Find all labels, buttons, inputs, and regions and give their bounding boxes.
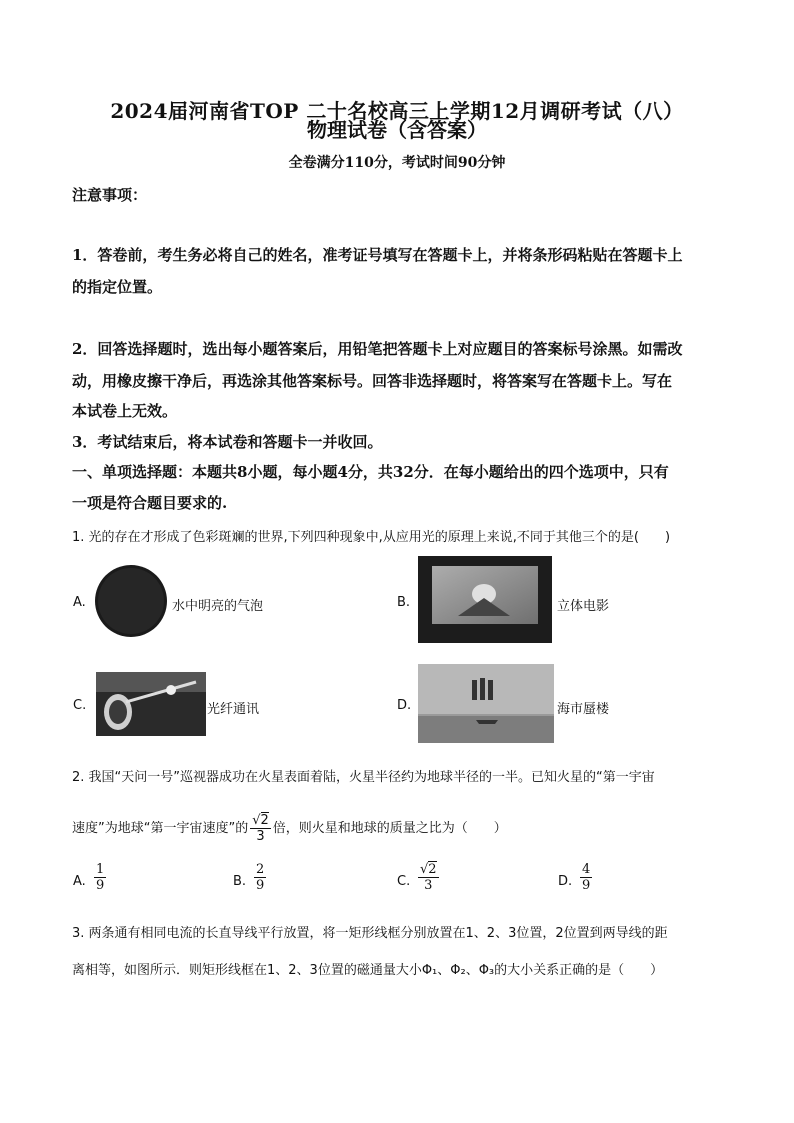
- q2-option-a-numerator: 1: [96, 862, 105, 877]
- q2-option-b-fraction: [254, 862, 266, 893]
- q2-option-b-numerator: 2: [256, 862, 265, 877]
- q2-ratio-numerator: 2: [260, 813, 269, 828]
- q2-option-b-letter: B.: [233, 874, 247, 889]
- q3-stem-line-2: 离相等，如图所示．则矩形线框在1、2、3位置的磁通量大小Φ₁、Φ₂、Φ₃的大小关系正确的是（ ）: [72, 963, 664, 978]
- q1-option-d-letter: D.: [397, 698, 412, 713]
- section-1-line-2: 一项是符合题目要求的.: [72, 494, 228, 512]
- notice-heading: 注意事项：: [72, 186, 148, 204]
- section-1-line-1: 一、单项选择题：本题共8小题，每小题4分，共32分．在每小题给出的四个选项中，只有: [72, 463, 669, 481]
- q1-fiber-image: [96, 672, 206, 736]
- notice-item-2-line-1: 2．回答选择题时，选出每小题答案后，用铅笔把答题卡上对应题目的答案标号涂黑。如需改: [72, 340, 683, 358]
- q2-option-c-denominator: 3: [424, 878, 433, 893]
- q2-option-d-letter: D.: [558, 874, 573, 889]
- q1-bubble-image: [95, 564, 171, 638]
- q1-option-c-text: 光纤通讯: [207, 702, 260, 717]
- exam-subject-title: 物理试卷（含答案）: [307, 118, 487, 142]
- notice-item-3: 3．考试结束后，将本试卷和答题卡一并收回。: [72, 433, 383, 451]
- q2-option-d-numerator: 4: [582, 862, 591, 877]
- q2-option-c-numerator: 2: [428, 862, 437, 877]
- q2-option-b-denominator: 9: [256, 878, 265, 893]
- q1-3d-movie-image: [418, 556, 552, 643]
- q1-option-a-text: 水中明亮的气泡: [172, 599, 264, 614]
- q2-stem-line-2-part-a: 速度”为地球“第一宇宙速度”的: [72, 821, 249, 836]
- sqrt-symbol: √: [420, 862, 429, 877]
- q1-mirage-image: [418, 664, 554, 743]
- sqrt-symbol: √: [252, 813, 261, 828]
- q2-option-a-letter: A.: [73, 874, 86, 889]
- exam-info: 全卷满分110分，考试时间90分钟: [288, 155, 506, 171]
- q2-option-a-fraction: [94, 862, 106, 893]
- q3-stem-line-1: 3. 两条通有相同电流的长直导线平行放置，将一矩形线框分别放置在1、2、3位置，2位置到两导线的距: [72, 926, 668, 941]
- notice-item-1-line-2: 的指定位置。: [72, 278, 163, 296]
- q2-stem-line-2: [72, 813, 507, 844]
- q1-stem: 1. 光的存在才形成了色彩斑斓的世界,下列四种现象中,从应用光的原理上来说,不同于其他三个的是( ): [72, 530, 671, 545]
- q2-option-d-fraction: [580, 862, 592, 893]
- q1-option-c-letter: C.: [73, 698, 87, 713]
- q2-option-a-denominator: 9: [96, 878, 105, 893]
- notice-item-2-line-3: 本试卷上无效。: [72, 402, 178, 420]
- q2-option-d-denominator: 9: [582, 878, 591, 893]
- q2-ratio-denominator: 3: [256, 829, 265, 844]
- q1-option-b-text: 立体电影: [557, 599, 610, 614]
- notice-item-2-line-2: 动，用橡皮擦干净后，再选涂其他答案标号。回答非选择题时，将答案写在答题卡上。写在: [72, 372, 673, 390]
- exam-title: 2024届河南省TOP 二十名校高三上学期12月调研考试（八）: [110, 99, 684, 123]
- q1-option-d-text: 海市蜃楼: [557, 702, 610, 717]
- q2-stem-line-2-part-b: 倍，则火星和地球的质量之比为（ ）: [272, 821, 507, 836]
- q2-stem-line-1: 2. 我国“天问一号”巡视器成功在火星表面着陆，火星半径约为地球半径的一半。已知火星的“第一宇宙: [72, 770, 655, 785]
- q2-speed-ratio-fraction: [250, 813, 271, 844]
- q1-option-a-letter: A.: [73, 595, 86, 610]
- q1-option-b-letter: B.: [397, 595, 411, 610]
- notice-item-1-line-1: 1．答卷前，考生务必将自己的姓名，准考证号填写在答题卡上，并将条形码粘贴在答题卡上: [72, 246, 683, 264]
- q2-option-c-fraction: [418, 862, 439, 893]
- q2-option-c-letter: C.: [397, 874, 411, 889]
